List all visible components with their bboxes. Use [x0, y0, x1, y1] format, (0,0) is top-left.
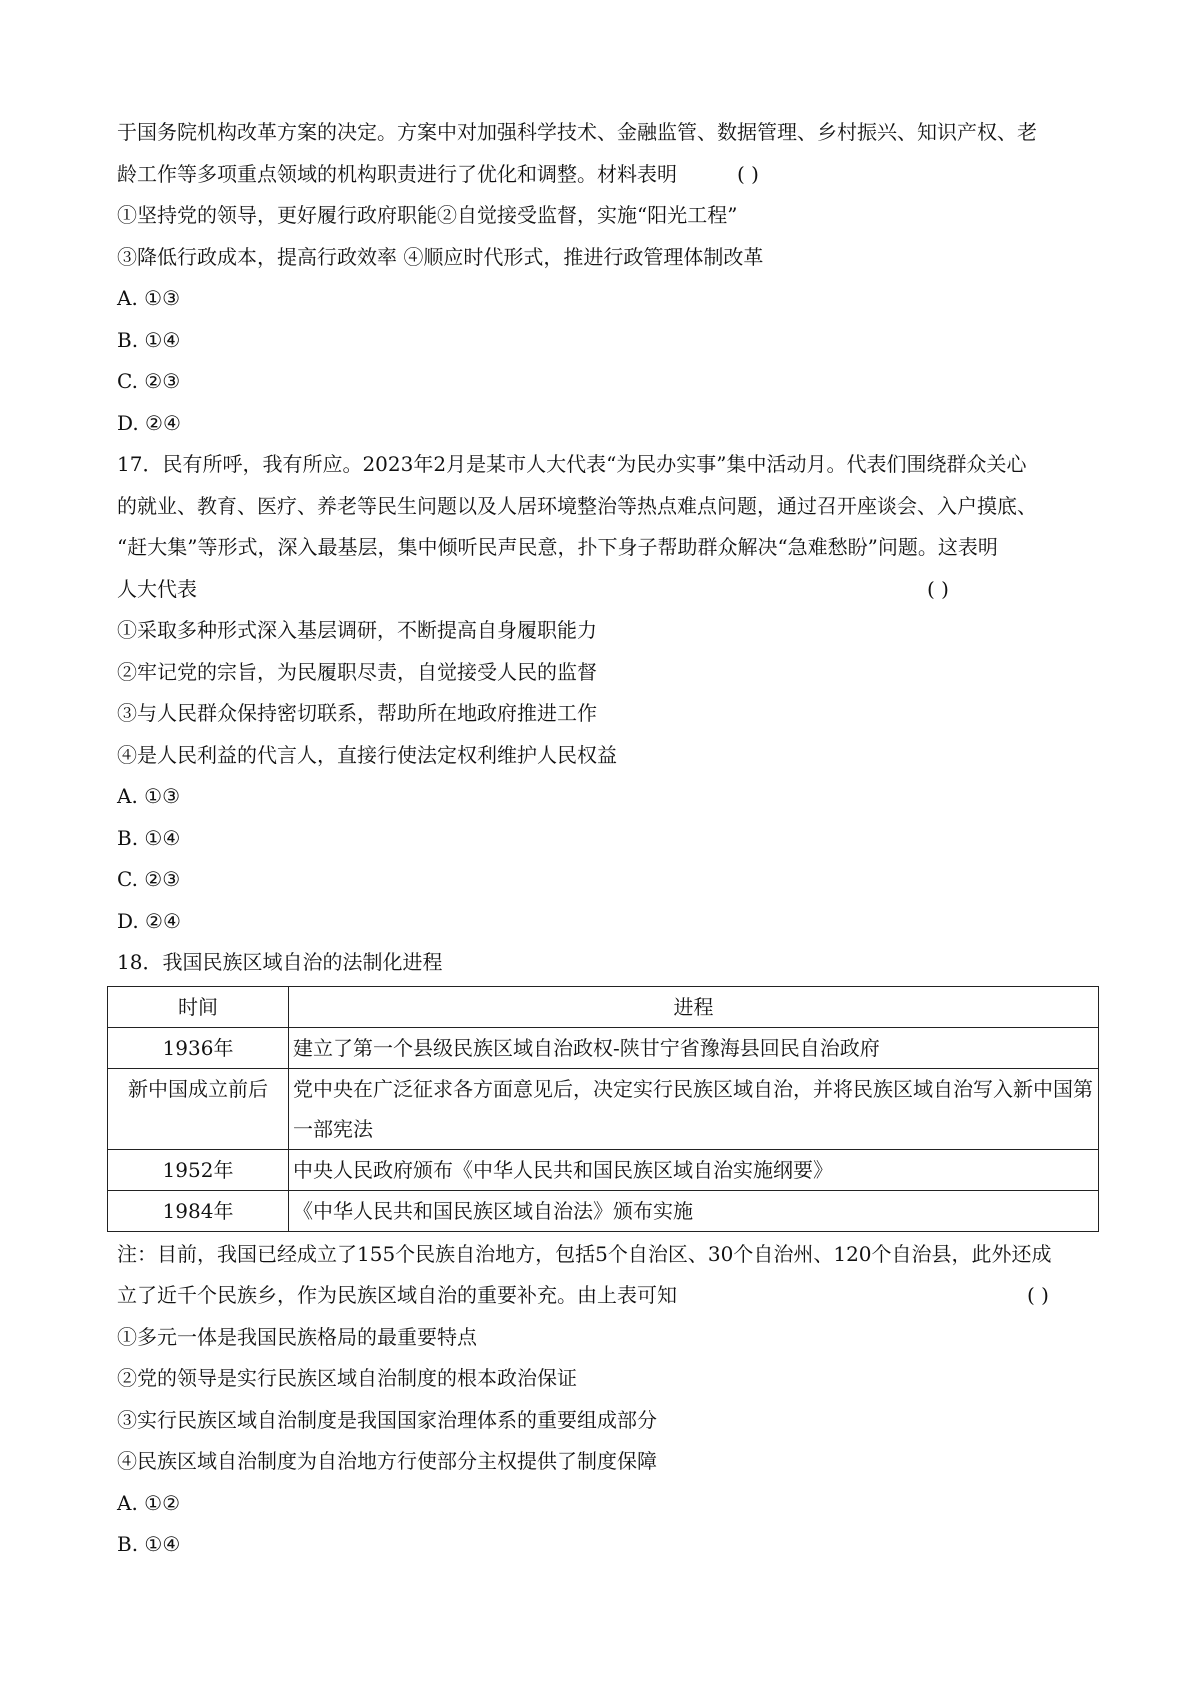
table-cell-process: 《中华人民共和国民族区域自治法》颁布实施 [289, 1190, 1099, 1231]
q17-answer-paren: ( ) [927, 576, 949, 601]
q17-statement-1: ①采取多种形式深入基层调研，不断提高自身履职能力 [117, 618, 597, 642]
q18-title: 18．我国民族区域自治的法制化进程 [117, 950, 443, 974]
table-header-time: 时间 [108, 986, 289, 1027]
table-cell-process: 建立了第一个县级民族区域自治政权-陕甘宁省豫海县回民自治政府 [289, 1027, 1099, 1068]
q17-stem-line-3: “赶大集”等形式，深入最基层，集中倾听民声民意，扑下身子帮助群众解决“急难愁盼”问题。这表明 [117, 535, 998, 559]
q16-stem-text: 龄工作等多项重点领域的机构职责进行了优化和调整。材料表明 [117, 161, 677, 186]
q16-answer-paren: ( ) [737, 161, 759, 186]
q17-statement-2: ②牢记党的宗旨，为民履职尽责，自觉接受人民的监督 [117, 659, 597, 684]
table-header-process: 进程 [289, 986, 1099, 1027]
table-cell-time: 1936年 [108, 1027, 289, 1068]
q16-option-c: C. ②③ [117, 369, 181, 393]
q17-stem-line-2: 的就业、教育、医疗、养老等民生问题以及人居环境整治等热点难点问题，通过召开座谈会、入户摸底、 [117, 493, 1037, 518]
table-header-row [108, 986, 1099, 1027]
q17-option-b: B. ①④ [117, 825, 181, 850]
q18-statement-4: ④民族区域自治制度为自治地方行使部分主权提供了制度保障 [117, 1449, 657, 1473]
q17-stem-line-1: 17．民有所呼，我有所应。2023年2月是某市人大代表“为民办实事”集中活动月。代表们围绕群众关心 [117, 452, 1027, 476]
q16-stem-line-1: 于国务院机构改革方案的决定。方案中对加强科学技术、金融监管、数据管理、乡村振兴、知识产权、老 [117, 120, 1037, 144]
q18-statement-2: ②党的领导是实行民族区域自治制度的根本政治保证 [117, 1366, 577, 1390]
q18-answer-paren: ( ) [1027, 1283, 1049, 1307]
table-cell-time: 1984年 [108, 1190, 289, 1231]
q18-note-line-2 [117, 1275, 1107, 1317]
q16-option-a: A. ①③ [117, 286, 181, 310]
q17-option-d: D. ②④ [117, 908, 181, 933]
q17-statement-3: ③与人民群众保持密切联系，帮助所在地政府推进工作 [117, 701, 597, 725]
table-row [108, 1027, 1099, 1068]
q17-statement-4: ④是人民利益的代言人，直接行使法定权利维护人民权益 [117, 742, 617, 767]
q18-statement-1: ①多元一体是我国民族格局的最重要特点 [117, 1324, 477, 1349]
q17-option-c: C. ②③ [117, 867, 181, 891]
table-row [108, 1190, 1099, 1231]
q16-option-d: D. ②④ [117, 410, 181, 435]
q17-stem-text: 人大代表 [117, 576, 197, 601]
table-cell-time: 新中国成立前后 [108, 1068, 289, 1149]
table-cell-process: 党中央在广泛征求各方面意见后，决定实行民族区域自治，并将民族区域自治写入新中国第一部宪法 [289, 1068, 1099, 1149]
process-table [107, 986, 1099, 1232]
q16-stem-line-2 [117, 154, 1107, 196]
document-content [117, 112, 1107, 1566]
q17-option-a: A. ①③ [117, 784, 181, 808]
q16-statement-2: ③降低行政成本，提高行政效率 ④顺应时代形式，推进行政管理体制改革 [117, 244, 764, 269]
q18-statement-3: ③实行民族区域自治制度是我国国家治理体系的重要组成部分 [117, 1407, 657, 1432]
q17-stem-line-4 [117, 569, 1107, 611]
q18-note-line-1: 注：目前，我国已经成立了155个民族自治地方，包括5个自治区、30个自治州、120个自治县，此外还成 [117, 1241, 1052, 1266]
q18-note-text: 立了近千个民族乡，作为民族区域自治的重要补充。由上表可知 [117, 1283, 677, 1307]
q18-option-b: B. ①④ [117, 1532, 181, 1556]
q18-option-a: A. ①② [117, 1490, 181, 1515]
table-cell-process: 中央人民政府颁布《中华人民共和国民族区域自治实施纲要》 [289, 1149, 1099, 1190]
table-row [108, 1149, 1099, 1190]
table-row [108, 1068, 1099, 1149]
q16-statement-1: ①坚持党的领导，更好履行政府职能②自觉接受监督，实施“阳光工程” [117, 203, 738, 227]
q16-option-b: B. ①④ [117, 327, 181, 352]
table-cell-time: 1952年 [108, 1149, 289, 1190]
